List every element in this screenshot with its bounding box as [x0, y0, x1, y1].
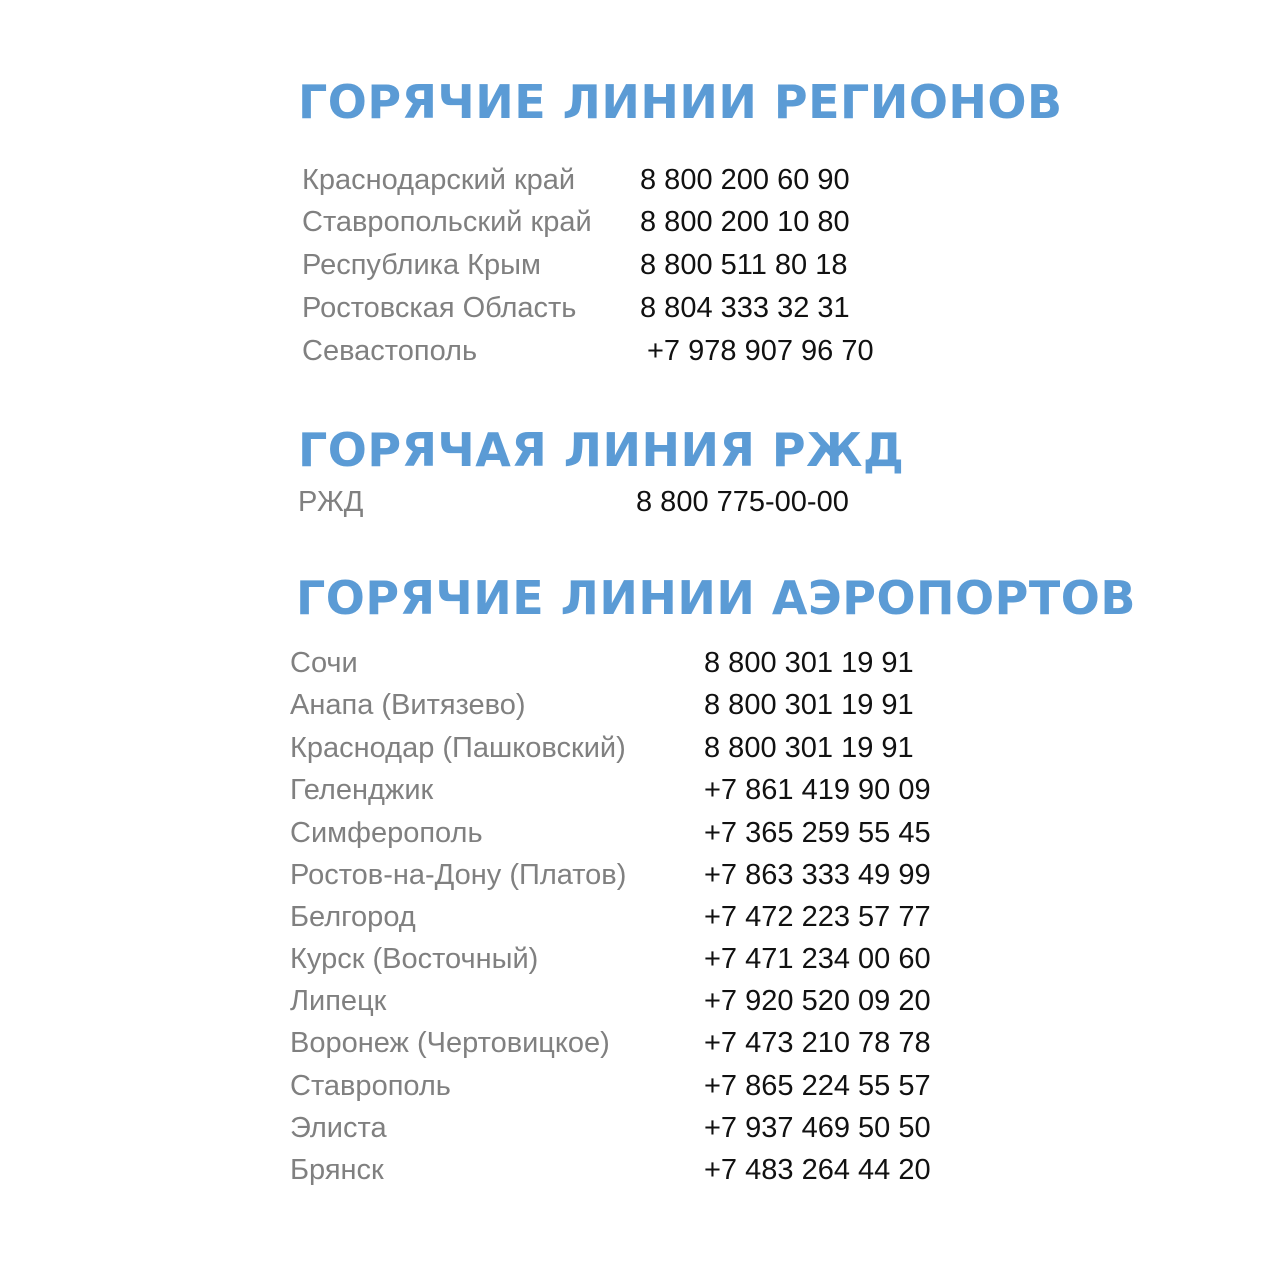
region-row-sevastopol: [302, 330, 902, 372]
region-phone[interactable]: 8 804 333 32 31: [640, 292, 850, 324]
rzd-heading: ГОРЯЧАЯ ЛИНИЯ РЖД: [298, 423, 905, 477]
airport-row-rostov: [290, 854, 990, 896]
airport-row-kursk: [290, 938, 990, 980]
airport-phone[interactable]: +7 472 223 57 77: [704, 901, 931, 933]
airport-name: Белгород: [290, 901, 416, 933]
airport-phone[interactable]: 8 800 301 19 91: [704, 647, 914, 679]
airport-name: Воронеж (Чертовицкое): [290, 1027, 610, 1059]
airport-name: Сочи: [290, 647, 358, 679]
airport-phone[interactable]: +7 920 520 09 20: [704, 985, 931, 1017]
airport-row-bryansk: [290, 1149, 990, 1191]
airport-name: Элиста: [290, 1112, 387, 1144]
rzd-phone[interactable]: 8 800 775-00-00: [636, 486, 849, 518]
airport-row-sochi: [290, 642, 990, 684]
airport-phone[interactable]: 8 800 301 19 91: [704, 732, 914, 764]
airport-phone[interactable]: +7 483 264 44 20: [704, 1154, 931, 1186]
airport-phone[interactable]: +7 471 234 00 60: [704, 943, 931, 975]
airport-phone[interactable]: +7 865 224 55 57: [704, 1070, 931, 1102]
airport-name: Курск (Восточный): [290, 943, 539, 975]
airports-heading: ГОРЯЧИЕ ЛИНИИ АЭРОПОРТОВ: [296, 571, 1136, 625]
airport-name: Липецк: [290, 985, 387, 1017]
airport-name: Симферополь: [290, 817, 483, 849]
region-phone[interactable]: 8 800 200 10 80: [640, 206, 850, 238]
airport-phone[interactable]: +7 861 419 90 09: [704, 774, 931, 806]
region-row-crimea: [302, 244, 902, 286]
region-name: Краснодарский край: [302, 164, 576, 196]
airport-row-gelendzhik: [290, 769, 990, 811]
region-row-rostov: [302, 287, 902, 329]
airport-row-voronezh: [290, 1022, 990, 1064]
airport-row-stavropol: [290, 1065, 990, 1107]
region-name: Ростовская Область: [302, 292, 577, 324]
regions-heading: ГОРЯЧИЕ ЛИНИИ РЕГИОНОВ: [298, 75, 1063, 129]
rzd-row: [298, 481, 898, 523]
airport-row-elista: [290, 1107, 990, 1149]
airport-name: Геленджик: [290, 774, 434, 806]
airport-phone[interactable]: +7 365 259 55 45: [704, 817, 931, 849]
airport-phone[interactable]: +7 863 333 49 99: [704, 859, 931, 891]
rzd-name: РЖД: [298, 486, 364, 518]
airport-phone[interactable]: 8 800 301 19 91: [704, 689, 914, 721]
airport-name: Ставрополь: [290, 1070, 451, 1102]
region-name: Республика Крым: [302, 249, 541, 281]
region-row-stavropol: [302, 201, 902, 243]
airport-row-belgorod: [290, 896, 990, 938]
airport-phone[interactable]: +7 473 210 78 78: [704, 1027, 931, 1059]
airport-name: Краснодар (Пашковский): [290, 732, 626, 764]
airport-row-simferopol: [290, 812, 990, 854]
region-phone[interactable]: 8 800 511 80 18: [640, 249, 848, 281]
region-name: Севастополь: [302, 335, 478, 367]
airport-row-anapa: [290, 684, 990, 726]
airport-name: Анапа (Витязево): [290, 689, 526, 721]
region-name: Ставропольский край: [302, 206, 592, 238]
airport-phone[interactable]: +7 937 469 50 50: [704, 1112, 931, 1144]
airport-name: Брянск: [290, 1154, 384, 1186]
airport-name: Ростов-на-Дону (Платов): [290, 859, 627, 891]
region-row-krasnodar: [302, 159, 902, 201]
airport-row-krasnodar: [290, 727, 990, 769]
region-phone[interactable]: 8 800 200 60 90: [640, 164, 850, 196]
region-phone[interactable]: +7 978 907 96 70: [647, 335, 874, 367]
airport-row-lipetsk: [290, 980, 990, 1022]
